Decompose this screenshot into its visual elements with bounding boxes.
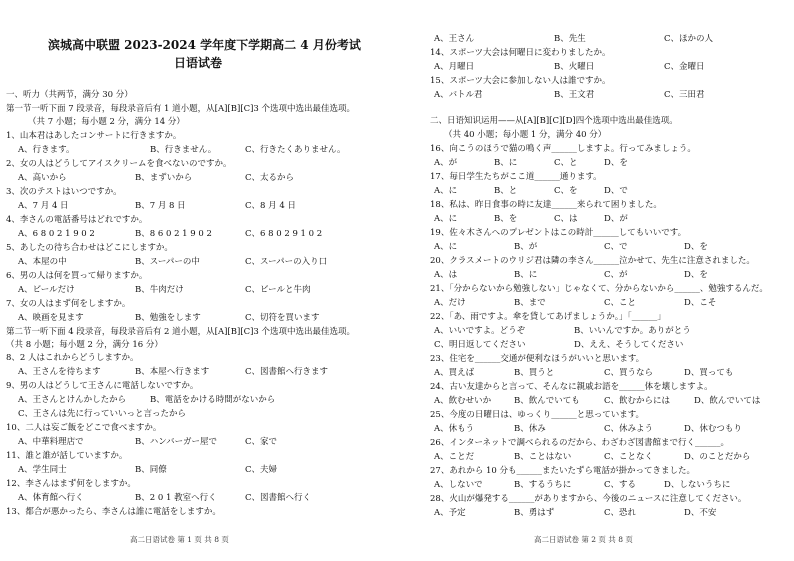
option: C、する	[604, 480, 637, 490]
option: D、のことだから	[684, 452, 751, 462]
question-4: 4、李さんの電話番号はどれですか。	[6, 215, 148, 225]
option: C、飲むからには	[604, 396, 671, 406]
option: A、月曜日	[434, 62, 475, 72]
option: C、ことなく	[604, 452, 654, 462]
question-7: 7、女の人はまず何をしますか。	[6, 299, 131, 309]
section-instruction: 第一节一听下面 7 段录音，每段录音后有 1 道小题，从[A][B][C]3 个选项中选出最佳选项。	[6, 104, 356, 114]
option: A、に	[434, 214, 458, 224]
option: D、飲んでいては	[694, 396, 761, 406]
option: A、いいですよ。どうぞ	[434, 326, 526, 336]
option: C、王さんは先に行っていいっと言ったから	[18, 409, 187, 419]
option: A、しないで	[434, 480, 483, 490]
question-12: 12、李さんはまず何をしますか。	[6, 479, 136, 489]
option: B、勇はず	[514, 508, 555, 518]
question-13: 13、都合が悪かったら、李さんは誰に電話をしますか。	[6, 507, 221, 517]
question-28: 28、火山が爆発する______がありますから、今後のニュースに注意してください。	[430, 494, 747, 504]
question-22: 22、「あ、雨ですよ。傘を貸してあげましょうか。」「______」	[430, 312, 666, 322]
option: C、金曜日	[664, 62, 705, 72]
option: B、に	[494, 158, 518, 168]
option: A、は	[434, 270, 458, 280]
option: A、学生同士	[18, 465, 67, 475]
option: A、に	[434, 186, 458, 196]
option: A、映画を見ます	[18, 313, 84, 323]
option: C、ほかの人	[664, 34, 714, 44]
option: A、6 8 0 2 1 9 0 2	[18, 229, 95, 239]
option: C、こと	[604, 298, 637, 308]
option: C、買うなら	[604, 368, 654, 378]
option: C、明日返してください	[434, 340, 526, 350]
option: C、8 月 4 日	[245, 201, 296, 211]
option: C、スーパーの入り口	[245, 257, 328, 267]
option: C、家で	[245, 437, 278, 447]
option: B、まで	[514, 298, 546, 308]
option: B、先生	[554, 34, 586, 44]
option: B、電話をかける時間がないから	[150, 395, 276, 405]
option: B、に	[514, 270, 538, 280]
option: B、ハンバーガー屋で	[135, 437, 217, 447]
option: A、ビールだけ	[18, 285, 75, 295]
question-23: 23、住宅を______交通が便利なほうがいいと思います。	[430, 354, 645, 364]
option: C、で	[604, 242, 628, 252]
question-27: 27、あれから 10 分も______またいたずら電話が掛かってきました。	[430, 466, 696, 476]
option: C、太るから	[245, 173, 295, 183]
option: C、行きたくありません。	[245, 145, 346, 155]
option: C、6 8 0 2 9 1 0 2	[245, 229, 323, 239]
question-3: 3、次のテストはいつですか。	[6, 187, 122, 197]
option: C、は	[554, 214, 578, 224]
option: B、勉強をします	[135, 313, 201, 323]
option: A、飲むせいか	[434, 396, 492, 406]
option: B、8 6 0 2 1 9 0 2	[135, 229, 212, 239]
option: A、休もう	[434, 424, 475, 434]
exam-subtitle: 日语试卷	[174, 56, 223, 70]
option: B、買うと	[514, 368, 555, 378]
option: A、高いから	[18, 173, 67, 183]
option: A、本屋の中	[18, 257, 67, 267]
option: A、ことだ	[434, 452, 475, 462]
question-6: 6、男の人は何を買って帰りますか。	[6, 271, 148, 281]
option: B、するうちに	[514, 480, 572, 490]
option: B、スーパーの中	[135, 257, 200, 267]
option: C、ビールと牛肉	[245, 285, 311, 295]
option: B、ことはない	[514, 452, 572, 462]
exam-title: 滨城高中联盟 2023-2024 学年度下学期高二 4 月份考试	[48, 38, 361, 52]
option: A、王さん	[434, 34, 475, 44]
option: D、休むつもり	[684, 424, 742, 434]
option: B、行きません。	[150, 145, 217, 155]
option: A、王さんとけんかしたから	[18, 395, 127, 405]
option: A、行きます。	[18, 145, 75, 155]
question-24: 24、古い友達からと言って、そんなに親戚お語を______体を壊しますよ。	[430, 382, 713, 392]
option: B、と	[494, 186, 518, 196]
question-16: 16、向こうのほうで猫の鳴く声______しますよ。行ってみましょう。	[430, 144, 696, 154]
option: A、7 月 4 日	[18, 201, 69, 211]
option: B、が	[514, 242, 538, 252]
question-5: 5、あしたの待ち合わせはどこにしますか。	[6, 243, 173, 253]
section-heading: 一、听力（共两节，满分 30 分）	[6, 90, 133, 100]
option: D、買っても	[684, 368, 734, 378]
section-heading: 二、日语知识运用——从[A][B][C][D]四个选项中选出最佳选项。	[430, 116, 678, 126]
option: B、まずいから	[135, 173, 193, 183]
option: D、こそ	[684, 298, 717, 308]
option: D、で	[604, 186, 628, 196]
question-26: 26、インターネットで調べられるのだから、わざわざ図書館まで行く______。	[430, 438, 730, 448]
question-19: 19、佐々木さんへのプレゼントはこの時計______してもいいです。	[430, 228, 687, 238]
question-17: 17、毎日学生たちがここ道______通ります。	[430, 172, 602, 182]
section-scoring: （共 7 小题；每小题 2 分，满分 14 分）	[28, 117, 185, 127]
option: D、を	[604, 158, 628, 168]
section-instruction: 第二节一听下面 4 段录音，每段录音后有 2 道小题，从[A][B][C]3 个选项中选出最佳选项。	[6, 327, 356, 337]
question-18: 18、私は、昨日食事の時に友達______来られて困りました。	[430, 200, 662, 210]
option: C、夫婦	[245, 465, 278, 475]
option: B、王文君	[554, 90, 595, 100]
option: A、バトル君	[434, 90, 483, 100]
option: B、火曜日	[554, 62, 595, 72]
option: B、7 月 8 日	[135, 201, 186, 211]
option: A、が	[434, 158, 458, 168]
option: A、だけ	[434, 298, 466, 308]
option: D、を	[684, 242, 708, 252]
option: A、王さんを待ちます	[18, 367, 101, 377]
option: D、を	[684, 270, 708, 280]
option: B、2 0 1 教室へ行く	[135, 493, 217, 503]
option: C、と	[554, 158, 578, 168]
option: B、を	[494, 214, 518, 224]
option: D、ええ、そうしてください	[574, 340, 684, 350]
option: B、本屋へ行きます	[135, 367, 210, 377]
question-25: 25、今度の日曜日は、ゆっくり______と思っています。	[430, 410, 645, 420]
option: B、牛肉だけ	[135, 285, 184, 295]
question-21: 21、「分からないから勉強しない」じゃなくて、分からないから______、勉強するんだ。	[430, 284, 768, 294]
question-2: 2、女の人はどうしてアイスクリームを食べないのですか。	[6, 159, 232, 169]
option: A、に	[434, 242, 458, 252]
question-14: 14、スポーツ大会は何曜日に変わりましたか。	[430, 48, 611, 58]
question-8: 8、2 人はこれからどうしますか。	[6, 353, 139, 363]
section-scoring: （共 40 小题；每小题 1 分，满分 40 分）	[444, 130, 607, 140]
question-1: 1、山本君はあしたコンサートに行きますか。	[6, 131, 182, 141]
question-15: 15、スポーツ大会に参加しない人は誰ですか。	[430, 76, 611, 86]
option: D、しないうちに	[664, 480, 731, 490]
option: D、が	[604, 214, 628, 224]
question-9: 9、男の人はどうして王さんに電話しないですか。	[6, 381, 199, 391]
option: A、体育館へ行く	[18, 493, 84, 503]
option: C、切符を買います	[245, 313, 320, 323]
option: B、いいんですか。ありがとう	[574, 326, 691, 336]
option: C、恐れ	[604, 508, 637, 518]
option: C、を	[554, 186, 578, 196]
option: C、が	[604, 270, 628, 280]
option: A、買えば	[434, 368, 475, 378]
option: B、飲んでいても	[514, 396, 580, 406]
question-20: 20、クラスメートのウリジ君は隣の李さん______泣かせて、先生に注意されました。	[430, 256, 755, 266]
option: B、休み	[514, 424, 546, 434]
exam-page-1	[0, 0, 390, 561]
option: B、同僚	[135, 465, 167, 475]
option: C、図書館へ行く	[245, 493, 312, 503]
exam-page-2	[404, 0, 794, 561]
option: C、図書館へ行きます	[245, 367, 329, 377]
option: A、予定	[434, 508, 466, 518]
option: A、中華料理店で	[18, 437, 84, 447]
question-10: 10、二人は妄ご飯をどこで食べますか。	[6, 423, 162, 433]
option: D、不安	[684, 508, 717, 518]
question-11: 11、誰と誰が話していますか。	[6, 451, 128, 461]
page-footer: 高二日语试卷 第 2 页 共 8 页	[534, 535, 633, 544]
option: C、休みよう	[604, 424, 654, 434]
section-scoring: （共 8 小题；每小题 2 分，满分 16 分）	[6, 340, 163, 350]
option: C、三田君	[664, 90, 705, 100]
page-footer: 高二日语试卷 第 1 页 共 8 页	[130, 535, 229, 544]
